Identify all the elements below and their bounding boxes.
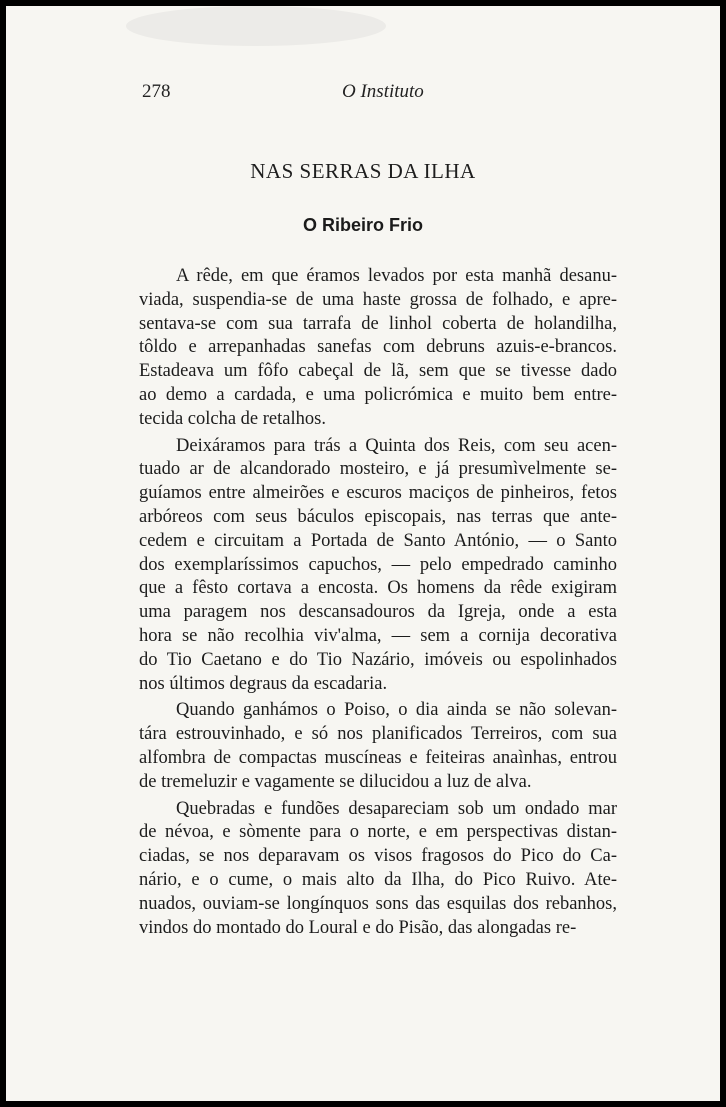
- journal-title: O Instituto: [342, 81, 424, 102]
- text-line: Quando ganhámos o Poiso, o dia ainda se não solevan-: [176, 700, 617, 721]
- text-line: alfombra de compactas muscíneas e feiteiras anaìnhas, entrou: [139, 747, 617, 768]
- running-head: [142, 81, 624, 105]
- text-line: tecida colcha de retalhos.: [139, 408, 326, 429]
- text-line: nuados, ouviam-se longínquos sons das esquilas dos rebanhos,: [139, 893, 617, 914]
- text-line: ciadas, se nos deparavam os visos fragosos do Pico do Ca-: [139, 846, 617, 867]
- page-number: 278: [142, 81, 171, 102]
- text-line: sentava-se com sua tarrafa de linhol coberta de holandilha,: [139, 313, 617, 334]
- text-line: uma paragem nos descansadouros da Igreja, onde a esta: [139, 602, 617, 623]
- text-line: cedem e circuitam a Portada de Santo António, — o Santo: [139, 530, 617, 551]
- page-smudge: [126, 6, 386, 46]
- text-line: ao demo a cardada, e uma policrómica e muito bem entre-: [139, 384, 617, 405]
- book-page: [6, 6, 720, 1101]
- article-title: O Ribeiro Frio: [302, 215, 423, 235]
- text-line: tuado ar de alcandorado mosteiro, e já presumìvelmente se-: [139, 459, 617, 480]
- text-line: dos exemplaríssimos capuchos, — pelo empedrado caminho: [139, 554, 617, 575]
- article-body: [139, 265, 617, 940]
- text-line: tôldo e arrepanhadas sanefas com debruns azuis-e-brancos.: [139, 337, 617, 358]
- text-line: arbóreos com seus báculos episcopais, nas terras que ante-: [139, 506, 617, 527]
- text-line: de névoa, e sòmente para o norte, e em perspectivas distan-: [139, 822, 617, 843]
- text-line: tára estrouvinhado, e só nos planificados Terreiros, com sua: [139, 724, 617, 745]
- text-line: Quebradas e fundões desapareciam sob um ondado mar: [176, 798, 617, 819]
- paragraph: [139, 435, 617, 697]
- text-line: nário, e o cume, o mais alto da Ilha, do Pico Ruivo. Ate-: [139, 869, 617, 890]
- text-line: A rêde, em que éramos levados por esta manhã desanu-: [176, 266, 617, 286]
- section-title: NAS SERRAS DA ILHA: [250, 159, 476, 183]
- text-line: viada, suspendia-se de uma haste grossa de folhado, e apre-: [139, 289, 617, 310]
- text-line: vindos do montado do Loural e do Pisão, das alongadas re-: [139, 917, 577, 938]
- paragraph: [139, 798, 617, 941]
- text-line: Estadeava um fôfo cabeçal de lã, sem que se tivesse dado: [139, 361, 617, 382]
- text-line: de tremeluzir e vagamente se dilucidou a luz de alva.: [139, 771, 532, 792]
- text-line: guíamos entre almeirões e escuros maciços de pinheiros, fetos: [139, 483, 617, 504]
- text-line: hora se não recolhia viv'alma, — sem a cornija decorativa: [139, 625, 617, 646]
- paragraph: [139, 699, 617, 794]
- text-line: Deixáramos para trás a Quinta dos Reis, com seu acen-: [176, 435, 617, 456]
- text-line: nos últimos degraus da escadaria.: [139, 673, 388, 694]
- text-line: que a fêsto cortava a encosta. Os homens da rêde exigiram: [139, 578, 617, 599]
- text-line: do Tio Caetano e do Tio Nazário, imóveis ou espolinhados: [139, 649, 617, 670]
- paragraph: [139, 265, 617, 432]
